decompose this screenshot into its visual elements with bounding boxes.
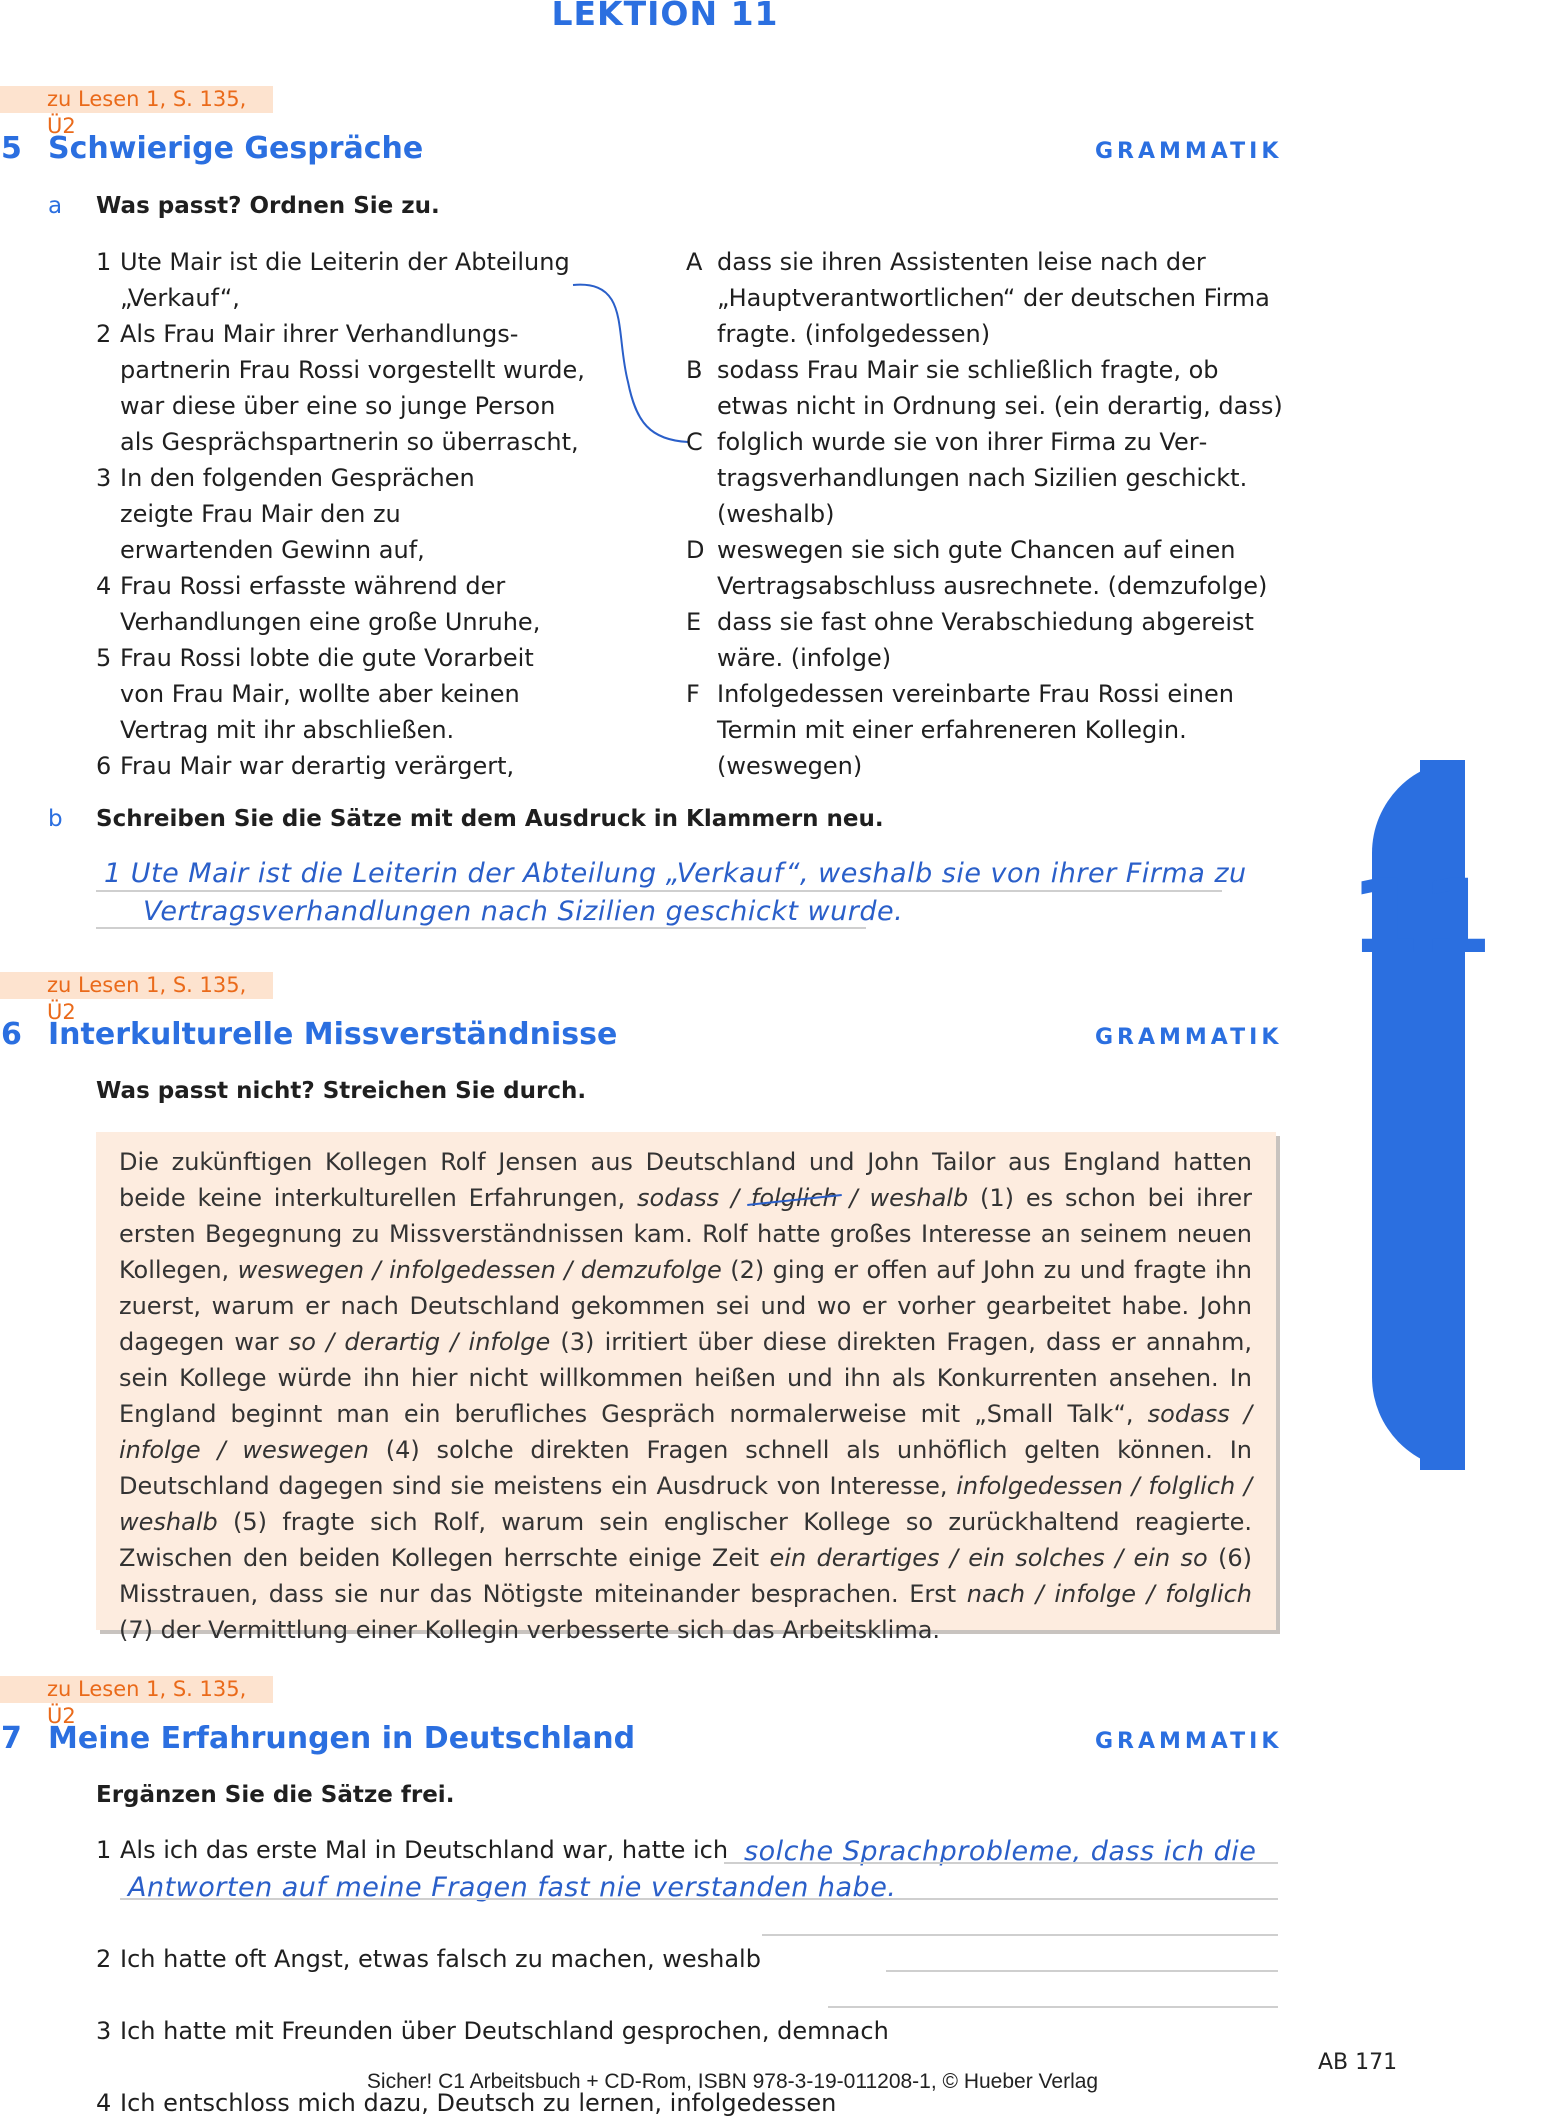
section7-category: GRAMMATIK	[1095, 1729, 1283, 1754]
section6-instruction: Was passt nicht? Streichen Sie durch.	[96, 1078, 587, 1104]
completion-item-number: 4	[96, 2089, 112, 2117]
left-item-text: Frau Rossi lobte die gute Vorarbeit von Frau Mair, wollte aber keinen Vertrag mit ihr abschließen.	[120, 644, 534, 744]
option-group-4[interactable]: sodass / infolge / weswegen	[119, 1400, 1252, 1464]
page-number: AB 171	[1318, 2050, 1398, 2075]
right-item	[686, 604, 1286, 676]
completion-item	[96, 1941, 1561, 1977]
left-item-number: 3	[96, 464, 112, 492]
section7-instruction: Ergänzen Sie die Sätze frei.	[96, 1782, 455, 1808]
option-group-5[interactable]: infolgedessen / folglich / weshalb	[119, 1472, 1253, 1536]
text-segment: (3) irritiert über diese direkten Fragen, dass er annahm, sein Kollege würde ihn hier nicht willkommen heißen und ihn als Konkurrenten ansehen. In England beginnt man ein berufliches Gespräch normalerweise mit „Small Talk“,	[119, 1328, 1253, 1428]
right-item-letter: A	[686, 248, 703, 276]
option-group-6[interactable]: ein derartiges / ein solches / ein so	[769, 1544, 1208, 1572]
left-item	[96, 244, 590, 316]
text-segment: (4) solche direkten Fragen schnell als unhöflich gelten können. In Deutschland dagegen sind sie meistens ein Ausdruck von Interesse,	[119, 1436, 1253, 1500]
left-item-text: In den folgenden Gesprächen zeigte Frau Mair den zu erwartenden Gewinn auf,	[120, 464, 475, 564]
section6-category: GRAMMATIK	[1095, 1025, 1283, 1050]
writing-line	[96, 927, 866, 929]
option-group-2[interactable]: weswegen / infolgedessen / demzufolge	[237, 1256, 722, 1284]
writing-line[interactable]	[828, 2006, 1278, 2008]
right-item	[686, 424, 1286, 532]
right-item	[686, 676, 1286, 784]
completion-item	[96, 2013, 1561, 2049]
completion-answer-1-line1[interactable]: solche Sprachprobleme, dass ich die	[744, 1836, 1257, 1867]
text-segment: (2) ging er offen auf John zu und fragte ihn zuerst, warum er nach Deutschland gekommen sei und wo er vorher gearbeitet habe. John dagegen war	[119, 1256, 1253, 1356]
text-segment: (6) Misstrauen, dass sie nur das Nötigste miteinander besprachen. Erst	[119, 1544, 1253, 1608]
section5b-answer-line2[interactable]: Vertragsverhandlungen nach Sizilien geschickt wurde.	[143, 896, 904, 927]
left-item	[96, 640, 540, 748]
right-item	[686, 532, 1286, 604]
left-item-text: Ute Mair ist die Leiterin der Abteilung „Verkauf“,	[120, 248, 570, 312]
writing-line[interactable]	[886, 1970, 1278, 1972]
section5-number: 5	[1, 131, 22, 166]
citation-footer: Sicher! C1 Arbeitsbuch + CD-Rom, ISBN 978-3-19-011208-1, © Hueber Verlag	[366, 2070, 1099, 2093]
writing-line[interactable]	[120, 1898, 1278, 1900]
section6-title: Interkulturelle Missverständnisse	[48, 1017, 618, 1052]
section5b-answer-line1[interactable]: 1 Ute Mair ist die Leiterin der Abteilung „Verkauf“, weshalb sie von ihrer Firma zu	[104, 858, 1247, 889]
option-group-1[interactable]: sodass /	[637, 1184, 751, 1212]
exercise-text	[119, 1144, 1252, 1648]
left-item-number: 2	[96, 320, 112, 348]
right-item-letter: D	[686, 536, 705, 564]
writing-line[interactable]	[762, 1934, 1278, 1936]
section6-number: 6	[1, 1017, 22, 1052]
text-segment: (1) es schon bei ihrer ersten Begegnung zu Missverständnissen kam. Rolf hatte großes Interesse an seinem neuen Kollegen,	[119, 1184, 1253, 1284]
left-item-number: 4	[96, 572, 112, 600]
section5b-letter: b	[48, 806, 63, 832]
left-item	[96, 568, 590, 640]
option-group-1-rest[interactable]: / weshalb	[837, 1184, 969, 1212]
left-item-number: 5	[96, 644, 112, 672]
left-item-text: Als Frau Mair ihrer Verhandlungspartnerin Frau Rossi vorgestellt wurde, war diese über eine so junge Person als Gesprächspartnerin so überrascht,	[120, 320, 585, 456]
right-item-letter: F	[686, 680, 700, 708]
left-item-text: Frau Rossi erfasste während der Verhandlungen eine große Unruhe,	[120, 572, 541, 636]
option-group-7[interactable]: nach / infolge / folglich	[966, 1580, 1253, 1608]
left-item-text: Frau Mair war derartig verärgert,	[120, 752, 515, 780]
left-item	[96, 748, 590, 784]
completion-answer-1-line2[interactable]: Antworten auf meine Fragen fast nie verstanden habe.	[128, 1872, 897, 1903]
chapter-tab-number: 11	[1350, 858, 1492, 977]
right-item	[686, 352, 1286, 424]
option-group-3[interactable]: so / derartig / infolge	[288, 1328, 551, 1356]
matching-connector-line	[570, 272, 690, 447]
right-item-text: weswegen sie sich gute Chancen auf einen Vertragsabschluss ausrechnete. (demzufolge)	[717, 536, 1268, 600]
completion-item-number: 1	[96, 1836, 112, 1864]
section5-tag: zu Lesen 1, S. 135, Ü2	[0, 86, 273, 113]
left-item-number: 6	[96, 752, 112, 780]
completion-item-text: Ich hatte oft Angst, etwas falsch zu machen, weshalb	[120, 1945, 761, 1973]
text-segment: (7) der Vermittlung einer Kollegin verbesserte sich das Arbeitsklima.	[119, 1616, 941, 1644]
right-item-text: dass sie ihren Assistenten leise nach der „Hauptverantwortlichen“ der deutschen Firma fragte. (infolgedessen)	[717, 248, 1270, 348]
section5a-letter: a	[48, 193, 63, 219]
lesson-title: LEKTION 11	[551, 0, 779, 33]
section6-tag: zu Lesen 1, S. 135, Ü2	[0, 972, 273, 999]
right-item-text: sodass Frau Mair sie schließlich fragte, ob etwas nicht in Ordnung sei. (ein derartig, dass)	[717, 356, 1283, 420]
writing-line	[96, 890, 1222, 892]
right-item-text: dass sie fast ohne Verabschiedung abgereist wäre. (infolge)	[717, 608, 1254, 672]
completion-item-number: 2	[96, 1945, 112, 1973]
section5a-instruction: Was passt? Ordnen Sie zu.	[96, 193, 440, 219]
text-segment: (5) fragte sich Rolf, warum sein englischer Kollege so zurückhaltend reagierte. Zwischen den beiden Kollegen herrschte einige Zeit	[119, 1508, 1252, 1572]
left-item-number: 1	[96, 248, 112, 276]
right-item-letter: B	[686, 356, 703, 384]
matching-right-list	[686, 244, 1286, 784]
section5-category: GRAMMATIK	[1095, 139, 1283, 164]
matching-left-list	[96, 244, 596, 784]
section5b-instruction: Schreiben Sie die Sätze mit dem Ausdruck in Klammern neu.	[96, 806, 884, 832]
completion-item-text: Ich hatte mit Freunden über Deutschland gesprochen, demnach	[120, 2017, 889, 2045]
section7-title: Meine Erfahrungen in Deutschland	[48, 1721, 636, 1756]
right-item-text: folglich wurde sie von ihrer Firma zu Vertragsverhandlungen nach Sizilien geschickt. (weshalb)	[717, 428, 1248, 528]
right-item	[686, 244, 1286, 352]
option-struck-through[interactable]: folglich	[750, 1184, 838, 1212]
right-item-letter: E	[686, 608, 702, 636]
section7-number: 7	[1, 1721, 22, 1756]
right-item-text: Infolgedessen vereinbarte Frau Rossi einen Termin mit einer erfahreneren Kollegin. (weswegen)	[717, 680, 1234, 780]
section5-title: Schwierige Gespräche	[48, 131, 424, 166]
text-segment: Die zukünftigen Kollegen Rolf Jensen aus Deutschland und John Tailor aus England hatten beide keine interkulturellen Erfahrungen,	[119, 1148, 1252, 1212]
completion-item-text: Als ich das erste Mal in Deutschland war, hatte ich	[120, 1836, 729, 1864]
right-item-letter: C	[686, 428, 703, 456]
completion-item-number: 3	[96, 2017, 112, 2045]
left-item	[96, 460, 540, 568]
completion-item-text: Ich entschloss mich dazu, Deutsch zu lernen, infolgedessen	[120, 2089, 837, 2117]
left-item	[96, 316, 590, 460]
section7-tag: zu Lesen 1, S. 135, Ü2	[0, 1676, 273, 1703]
writing-line[interactable]	[724, 1862, 1278, 1864]
